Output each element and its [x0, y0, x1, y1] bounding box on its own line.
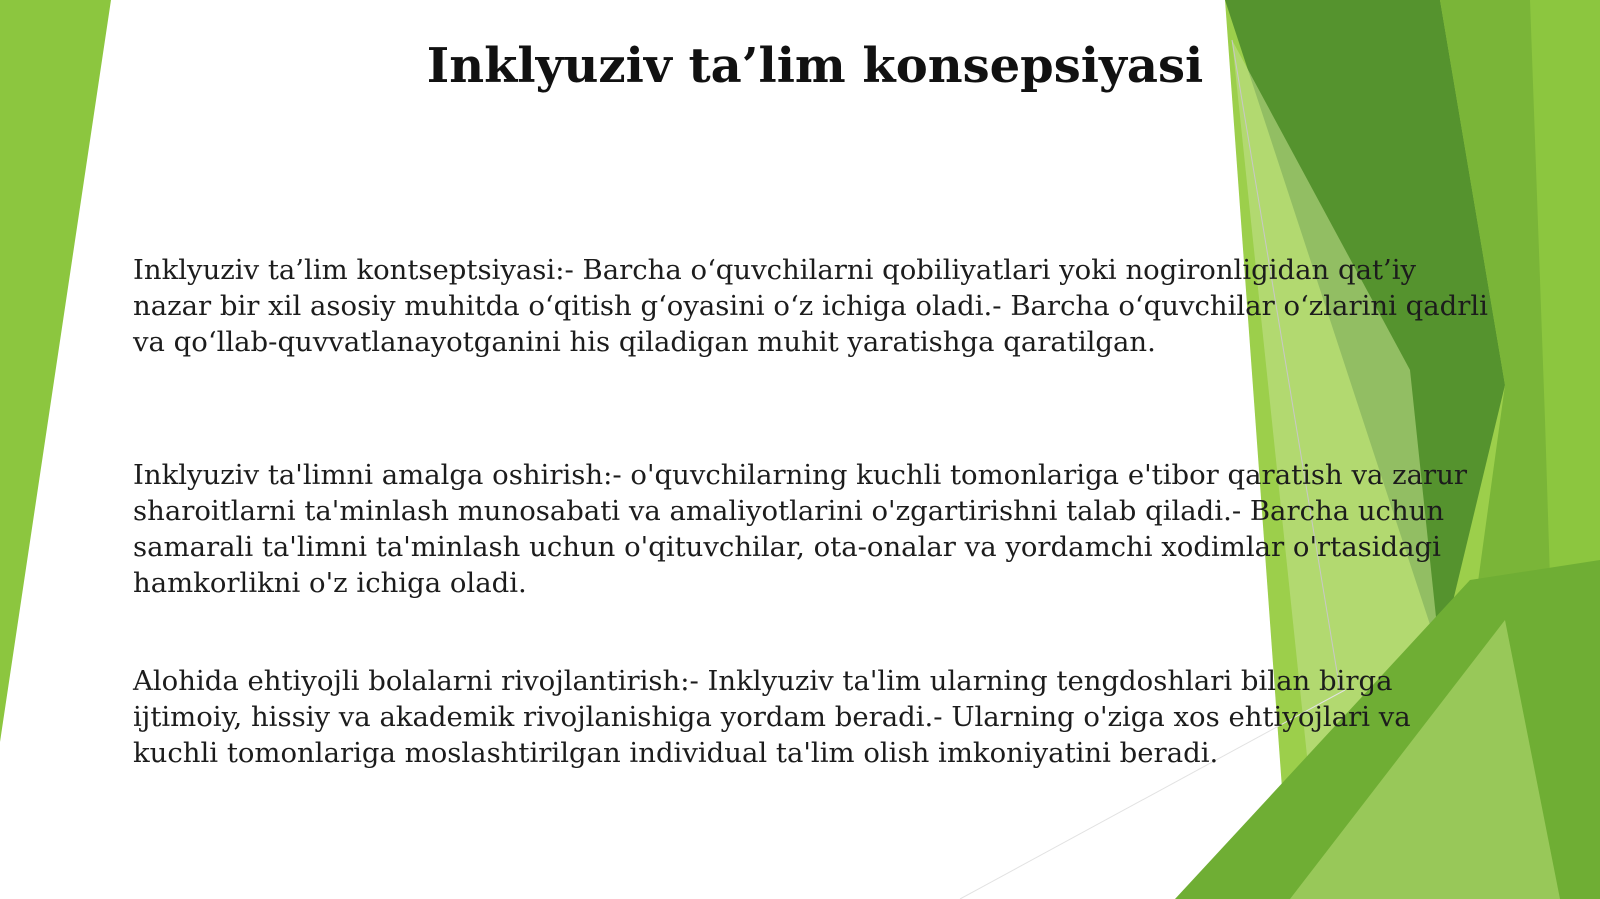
left-green-wedge [0, 0, 111, 742]
slide-title: Inklyuziv ta’lim konsepsiyasi [426, 38, 1204, 94]
paragraph-implementation: Inklyuziv ta'limni amalga oshirish:- o'quvchilarning kuchli tomonlariga e'tibor qaratish va zarur sharoitlarni ta'minlash munosabati va amaliyotlarini o'zgartirishni talab qiladi.- Barcha uchun samarali ta'limni ta'minlash uchun o'qituvchilar, ota-onalar va yordamchi xodimlar o'rtasidagi hamkorlikni o'z ichiga oladi. [133, 459, 1468, 599]
paragraph-special-needs: Alohida ehtiyojli bolalarni rivojlantirish:- Inklyuziv ta'lim ularning tengdoshlari bilan birga ijtimoiy, hissiy va akademik rivojlanishiga yordam beradi.- Ularning o'ziga xos ehtiyojlari va kuchli tomonlariga moslashtirilgan individual ta'lim olish imkoniyatini beradi. [133, 665, 1411, 769]
paragraph-inclusive-concept: Inklyuziv ta’lim kontseptsiyasi:- Barcha o‘quvchilarni qobiliyatlari yoki nogironligidan qat’iy nazar bir xil asosiy muhitda o‘qitish g‘oyasini o‘z ichiga oladi.- Barcha o‘quvchilar o‘zlarini qadrli va qo‘llab-quvvatlanayotganini his qiladigan muhit yaratishga qaratilgan. [133, 254, 1488, 358]
